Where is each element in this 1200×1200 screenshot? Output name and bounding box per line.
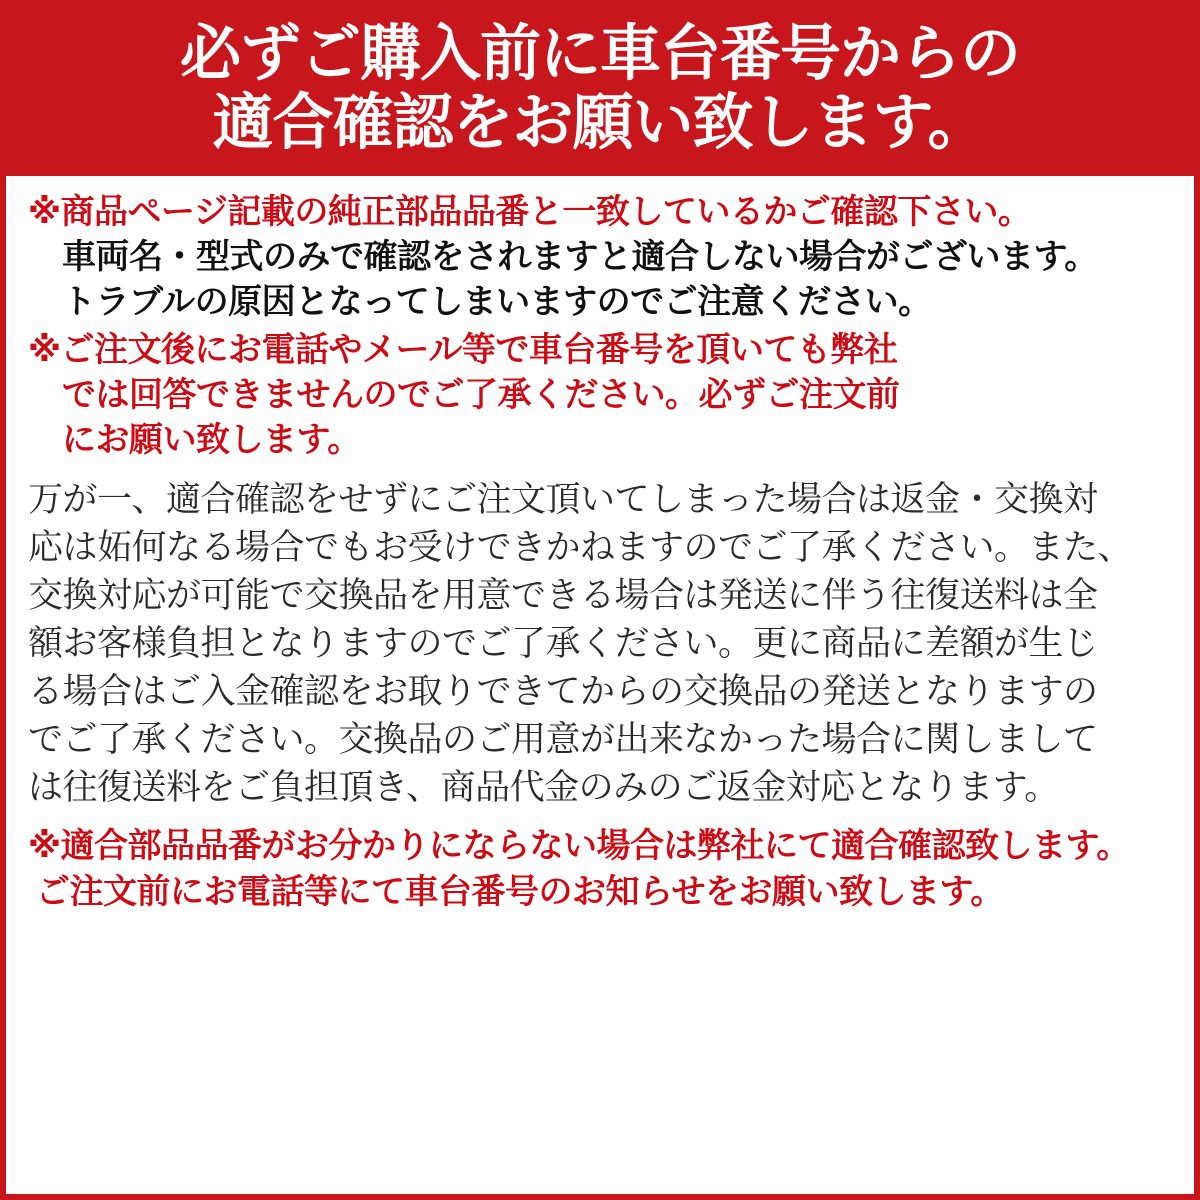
notice1-line-1: ※商品ページ記載の純正部品品番と一致しているかご確認下さい。 xyxy=(28,191,1032,232)
notice2-line-1: ※ご注文後にお電話やメール等で車台番号を頂いても弊社 xyxy=(28,329,898,370)
notice1-line-2: 車両名・型式のみで確認をされますと適合しない場合がございます。 xyxy=(62,237,1098,278)
paragraph-line-4: 額お客様負担となりますのでご了承ください。更に商品に差額が生じ xyxy=(28,623,1098,664)
notice2-line-3: にお願い致します。 xyxy=(62,419,361,460)
notice-block-3 xyxy=(28,823,1172,915)
header-banner xyxy=(6,6,1194,176)
notice-block-1 xyxy=(28,190,1172,326)
paragraph-line-2: 応は妬何なる場合でもお受けできかねますのでご了承ください。また、 xyxy=(28,528,1133,569)
notice1-line-3: トラブルの原因となってしまいますのでご注意ください。 xyxy=(62,282,932,323)
banner-line-1: 必ずご購入前に車台番号からの xyxy=(179,18,1020,89)
notice3-line-2: ご注文前にお電話等にて車台番号のお知らせをお願い致します。 xyxy=(36,871,1004,912)
banner-line-2: 適合確認をお願い致します。 xyxy=(212,86,988,158)
notice2-line-2: では回答できませんのでご了承ください。必ずご注文前 xyxy=(62,374,900,415)
paragraph-line-5: る場合はご入金確認をお取りできてからの交換品の発送となりますの xyxy=(28,671,1098,712)
paragraph-line-7: は往復送料をご負担頂き、商品代金のみのご返金対応となります。 xyxy=(28,767,1059,808)
notice-body xyxy=(6,176,1194,915)
paragraph-line-1: 万が一、適合確認をせずにご注文頂いてしまった場合は返金・交換対 xyxy=(28,480,1098,521)
paragraph-line-6: でご了承ください。交換品のご用意が出来なかった場合に関しまして xyxy=(28,719,1098,760)
notice-block-2 xyxy=(28,328,1172,464)
paragraph-line-3: 交換対応が可能で交換品を用意できる場合は発送に伴う往復送料は全 xyxy=(28,576,1098,617)
notice3-line-1: ※適合部品品番がお分かりにならない場合は弊社にて適合確認致します。 xyxy=(28,825,1130,866)
paragraph-block xyxy=(28,477,1172,813)
